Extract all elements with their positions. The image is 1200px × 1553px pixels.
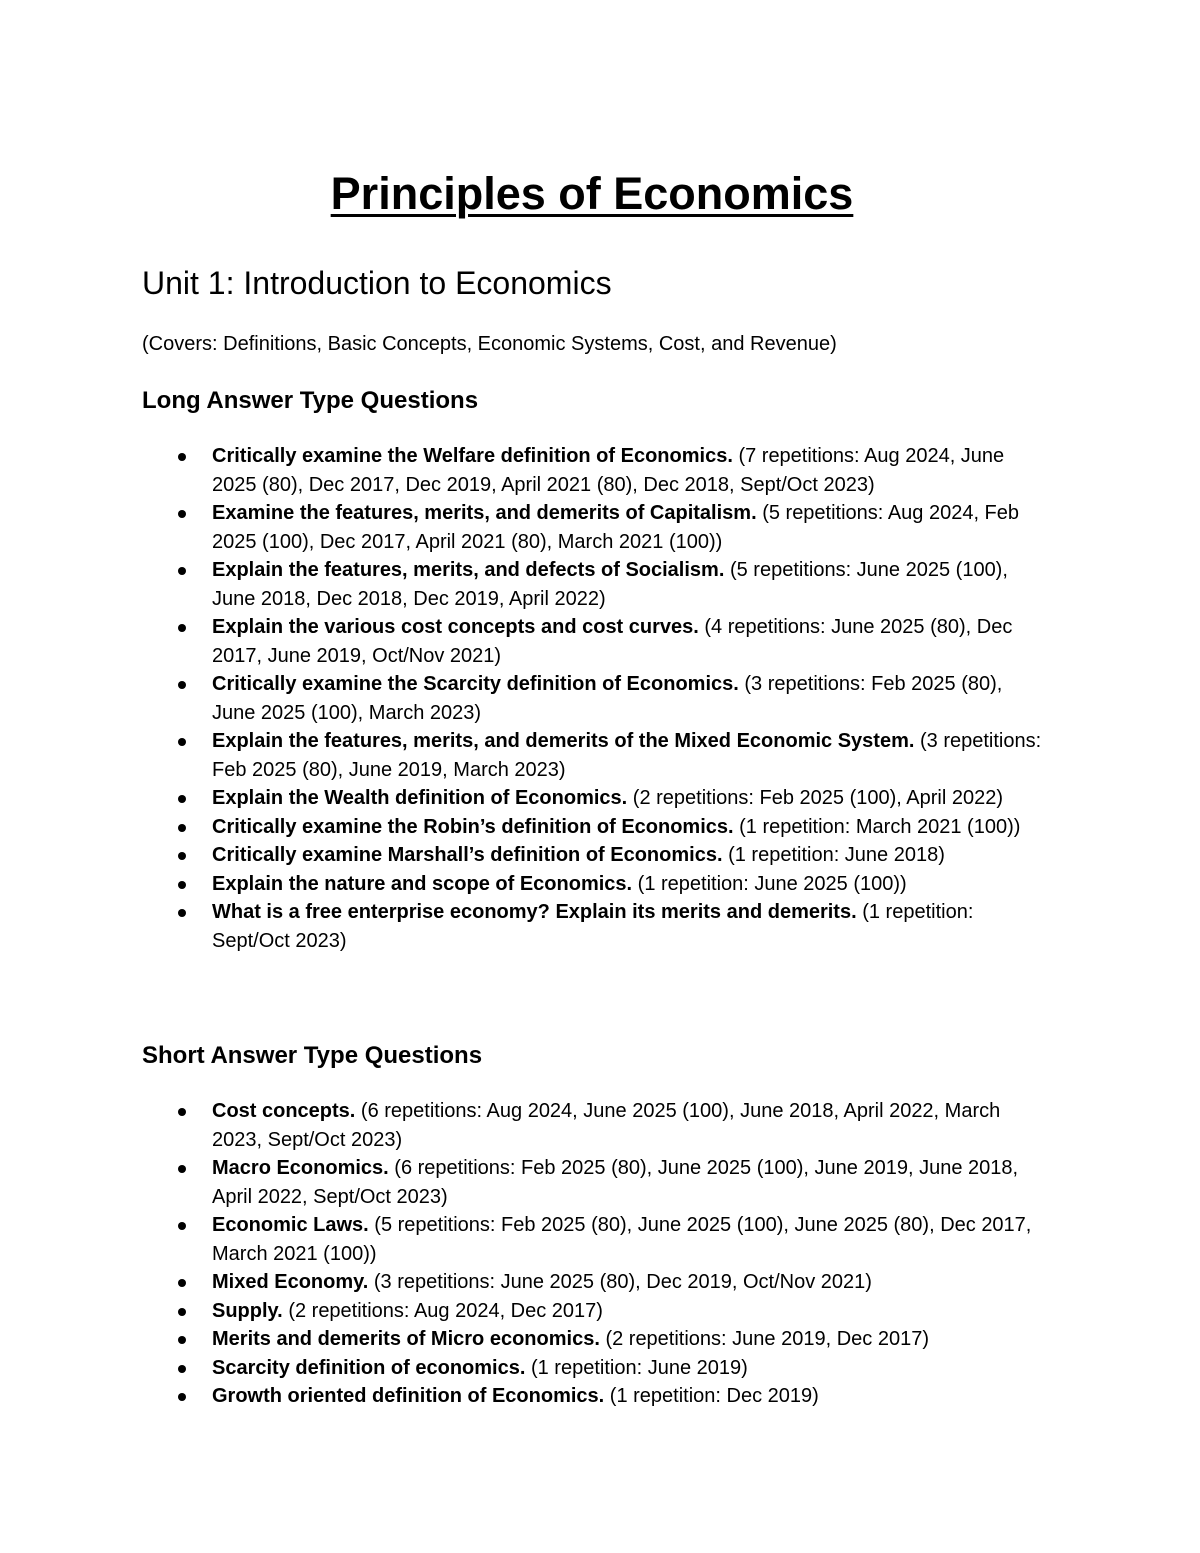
bullet-icon: [178, 510, 186, 518]
question-text: Explain the features, merits, and demerits of the Mixed Economic System.: [212, 730, 915, 752]
question-text: What is a free enterprise economy? Explain its merits and demerits.: [212, 901, 857, 923]
long-answer-question-item: [142, 670, 1042, 727]
bullet-icon: [178, 852, 186, 860]
question-text: Critically examine the Scarcity definition of Economics.: [212, 673, 739, 695]
long-answer-question-item: [142, 841, 1042, 870]
bullet-icon: [178, 453, 186, 461]
bullet-icon: [178, 681, 186, 689]
question-repetitions: (1 repetition: March 2021 (100)): [739, 815, 1021, 838]
question-repetitions: (5 repetitions: June 2025 (100), June 2018, Dec 2018, Dec 2019, April 2022): [212, 559, 1008, 610]
short-answer-question-item: [142, 1211, 1042, 1268]
bullet-icon: [178, 1165, 186, 1173]
bullet-icon: [178, 624, 186, 632]
question-repetitions: (1 repetition: Dec 2019): [609, 1385, 819, 1407]
short-answer-question-item: [142, 1097, 1042, 1154]
bullet-icon: [178, 1336, 186, 1344]
bullet-icon: [178, 1308, 186, 1316]
question-text: Mixed Economy.: [212, 1271, 369, 1293]
question-text: Supply.: [212, 1299, 283, 1322]
long-answer-list: [142, 442, 1042, 955]
question-repetitions: (3 repetitions: Feb 2025 (80), June 2019, March 2023): [212, 730, 1042, 781]
long-answer-question-item: [142, 784, 1042, 813]
bullet-icon: [178, 1365, 186, 1373]
short-answer-question-item: [142, 1154, 1042, 1211]
question-text: Macro Economics.: [212, 1157, 389, 1179]
unit-title: Unit 1: Introduction to Economics: [142, 265, 612, 301]
unit-covers-note: (Covers: Definitions, Basic Concepts, Economic Systems, Cost, and Revenue): [142, 333, 837, 355]
question-text: Growth oriented definition of Economics.: [212, 1385, 605, 1407]
question-text: Economic Laws.: [212, 1214, 369, 1236]
long-answer-question-item: [142, 813, 1042, 842]
question-text: Examine the features, merits, and demerits of Capitalism.: [212, 502, 757, 524]
bullet-icon: [178, 738, 186, 746]
question-repetitions: (2 repetitions: June 2019, Dec 2017): [605, 1328, 929, 1350]
question-repetitions: (2 repetitions: Aug 2024, Dec 2017): [288, 1299, 603, 1322]
short-answer-question-item: [142, 1325, 1042, 1354]
question-repetitions: (2 repetitions: Feb 2025 (100), April 2022): [632, 787, 1004, 809]
question-repetitions: (3 repetitions: Feb 2025 (80), June 2025 (100), March 2023): [212, 673, 1003, 724]
bullet-icon: [178, 567, 186, 575]
bullet-icon: [178, 1279, 186, 1287]
bullet-icon: [178, 1393, 186, 1401]
question-text: Explain the nature and scope of Economics.: [212, 872, 633, 895]
long-answer-question-item: [142, 442, 1042, 499]
bullet-icon: [178, 1222, 186, 1230]
question-text: Scarcity definition of economics.: [212, 1356, 526, 1379]
question-repetitions: (3 repetitions: June 2025 (80), Dec 2019, Oct/Nov 2021): [373, 1271, 872, 1293]
short-answer-question-item: [142, 1268, 1042, 1297]
question-text: Critically examine Marshall’s definition of Economics.: [212, 844, 723, 866]
question-repetitions: (1 repetition: June 2019): [530, 1356, 748, 1379]
long-answer-heading: Long Answer Type Questions: [142, 387, 479, 414]
bullet-icon: [178, 824, 186, 832]
bullet-icon: [178, 795, 186, 803]
question-text: Explain the various cost concepts and cost curves.: [212, 616, 699, 638]
document-title: Principles of Economics: [330, 168, 854, 219]
question-text: Critically examine the Welfare definition of Economics.: [212, 445, 733, 467]
short-answer-list: [142, 1097, 1042, 1411]
question-text: Explain the features, merits, and defects of Socialism.: [212, 559, 725, 581]
question-repetitions: (6 repetitions: Aug 2024, June 2025 (100), June 2018, April 2022, March 2023, Sept/Oct 2023): [212, 1100, 1001, 1151]
long-answer-question-item: [142, 870, 1042, 899]
question-text: Critically examine the Robin’s definition of Economics.: [212, 815, 734, 838]
question-text: Merits and demerits of Micro economics.: [212, 1328, 600, 1350]
question-repetitions: (5 repetitions: Feb 2025 (80), June 2025 (100), June 2025 (80), Dec 2017, March 2021 (100)): [212, 1214, 1032, 1265]
bullet-icon: [178, 1108, 186, 1116]
long-answer-question-item: [142, 556, 1042, 613]
short-answer-question-item: [142, 1354, 1042, 1383]
question-text: Cost concepts.: [212, 1100, 356, 1122]
short-answer-heading: Short Answer Type Questions: [142, 1042, 483, 1069]
question-repetitions: (7 repetitions: Aug 2024, June 2025 (80), Dec 2017, Dec 2019, April 2021 (80), Dec 2018, Sept/Oct 2023): [212, 445, 1005, 496]
question-repetitions: (4 repetitions: June 2025 (80), Dec 2017, June 2019, Oct/Nov 2021): [212, 616, 1013, 667]
question-text: Explain the Wealth definition of Economics.: [212, 787, 628, 809]
long-answer-question-item: [142, 499, 1042, 556]
question-repetitions: (6 repetitions: Feb 2025 (80), June 2025 (100), June 2019, June 2018, April 2022, Sept/Oct 2023): [212, 1157, 1019, 1208]
question-repetitions: (5 repetitions: Aug 2024, Feb 2025 (100), Dec 2017, April 2021 (80), March 2021 (100)): [212, 502, 1020, 553]
bullet-icon: [178, 909, 186, 917]
long-answer-question-item: [142, 727, 1042, 784]
short-answer-question-item: [142, 1382, 1042, 1411]
short-answer-question-item: [142, 1297, 1042, 1326]
long-answer-question-item: [142, 613, 1042, 670]
question-repetitions: (1 repetition: June 2025 (100)): [637, 872, 907, 895]
long-answer-question-item: [142, 898, 1042, 955]
bullet-icon: [178, 881, 186, 889]
question-repetitions: (1 repetition: June 2018): [728, 844, 945, 866]
question-repetitions: (1 repetition: Sept/Oct 2023): [212, 901, 974, 952]
